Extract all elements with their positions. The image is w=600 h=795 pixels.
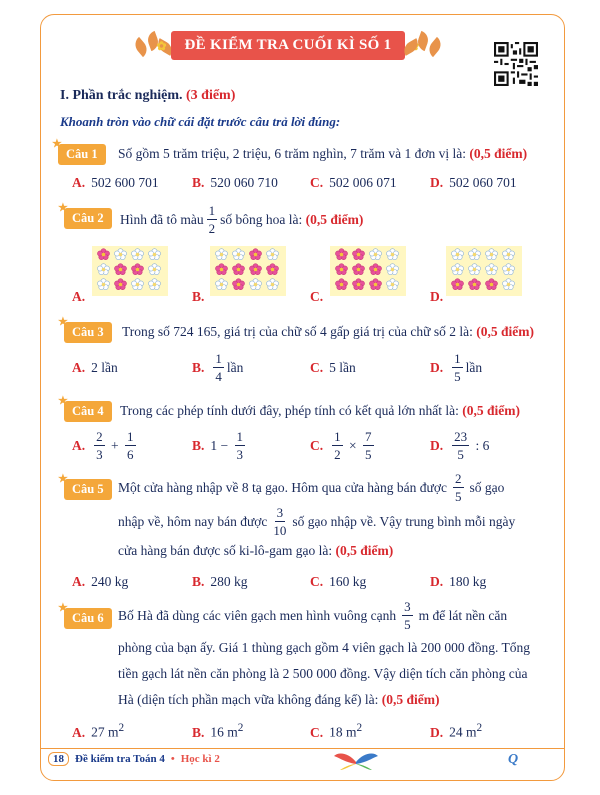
q3-option-c[interactable]: C. 5 lần <box>310 360 356 375</box>
flower-icon <box>130 278 145 291</box>
q5-option-a[interactable]: A. 240 kg <box>72 574 129 589</box>
flower-icon <box>265 278 280 291</box>
flower-icon <box>450 278 465 291</box>
question-2-badge: ★ Câu 2 <box>64 208 112 229</box>
question-2-text: Hình đã tô màu $\frac{1}{2}$ số bông hoa là: (0,5 điểm) <box>120 203 364 236</box>
flower-icon <box>467 263 482 276</box>
q2-option-b-flowers[interactable] <box>210 246 286 296</box>
q6-option-d[interactable]: D. 24 $m^2$ <box>430 722 483 740</box>
question-5-line-3: cửa hàng bán được số ki-lô-gam gạo là: (0,5 điểm) <box>118 543 394 558</box>
flower-icon <box>467 278 482 291</box>
question-1-text: Số gồm 5 trăm triệu, 2 triệu, 6 trăm nghìn, 7 trăm và 1 đơn vị là: (0,5 điểm) <box>118 146 528 161</box>
q5-option-d[interactable]: D. 180 kg <box>430 574 487 589</box>
question-6-line-1: Bố Hà đã dùng các viên gạch men hình vuông cạnh $\frac{3}{5}$ m để lát nền căn <box>118 599 508 632</box>
flower-icon <box>385 248 400 261</box>
q2-option-d-label[interactable]: D. <box>430 289 444 304</box>
question-5-line-2: nhập về, hôm nay bán được $\frac{3}{10}$ số gạo nhập về. Vậy trung bình mỗi ngày <box>118 505 516 538</box>
flower-icon <box>501 278 516 291</box>
flower-icon <box>501 263 516 276</box>
q6-option-c[interactable]: C. 18 $m^2$ <box>310 722 363 740</box>
flower-icon <box>231 278 246 291</box>
flower-icon <box>96 263 111 276</box>
question-1-badge: ★ Câu 1 <box>58 144 106 165</box>
flower-icon <box>147 248 162 261</box>
star-icon: ★ <box>58 202 68 214</box>
fraction: $\frac{1}{2}$ <box>208 203 216 236</box>
question-6-badge: ★ Câu 6 <box>64 608 112 629</box>
flower-icon <box>334 248 349 261</box>
q2-option-a-label[interactable]: A. <box>72 289 86 304</box>
star-icon: ★ <box>58 602 68 614</box>
star-icon: ★ <box>58 395 68 407</box>
flower-icon <box>351 278 366 291</box>
q1-option-a[interactable]: A. 502 600 701 <box>72 175 159 190</box>
question-4-badge: ★ Câu 4 <box>64 401 112 422</box>
flower-icon <box>147 278 162 291</box>
question-4-text: Trong các phép tính dưới đây, phép tính có kết quả lớn nhất là: (0,5 điểm) <box>120 403 521 418</box>
q2-option-b-label[interactable]: B. <box>192 289 205 304</box>
question-6-line-2: phòng của bạn ấy. Giá 1 thùng gạch gồm 4 viên gạch là 200 000 đồng. Tổng <box>118 640 531 655</box>
q3-option-b[interactable]: B. $\frac{1}{4}$ lần <box>192 351 244 384</box>
question-5-badge: ★ Câu 5 <box>64 479 112 500</box>
flower-icon <box>385 278 400 291</box>
star-icon: ★ <box>58 473 68 485</box>
flower-icon <box>130 263 145 276</box>
wings-logo-icon <box>334 750 378 772</box>
q2-option-c-label[interactable]: C. <box>310 289 324 304</box>
flower-icon <box>231 248 246 261</box>
q3-option-d[interactable]: D. $\frac{1}{5}$ lần <box>430 351 483 384</box>
question-6-line-3: tiền gạch lát nền căn phòng là 2 500 000 đồng. Vậy diện tích căn phòng của <box>118 666 528 681</box>
flower-icon <box>113 248 128 261</box>
q1-option-c[interactable]: C. 502 006 071 <box>310 175 397 190</box>
flower-icon <box>484 263 499 276</box>
flower-icon <box>147 263 162 276</box>
q4-option-c[interactable]: C. $\frac{1}{2}$ × $\frac{7}{5}$ <box>310 429 372 462</box>
flower-icon <box>113 263 128 276</box>
qr-code-icon[interactable] <box>494 42 538 86</box>
flower-icon <box>334 278 349 291</box>
flower-icon <box>450 248 465 261</box>
question-6-line-4: Hà (diện tích phần mạch vữa không đáng kể) là: (0,5 điểm) <box>118 692 440 707</box>
q5-option-b[interactable]: B. 280 kg <box>192 574 248 589</box>
footer: 18 Đề kiểm tra Toán 4 • Học kì 2 <box>48 752 220 766</box>
flower-icon <box>248 263 263 276</box>
q4-option-d[interactable]: D. $\frac{23}{5}$ : 6 <box>430 429 490 462</box>
book-title: Đề kiểm tra Toán 4 <box>75 753 165 765</box>
q2-option-c-flowers[interactable] <box>330 246 406 296</box>
flower-icon <box>113 278 128 291</box>
q4-option-b[interactable]: B. 1 − $\frac{1}{3}$ <box>192 429 244 462</box>
flower-icon <box>385 263 400 276</box>
flower-icon <box>467 248 482 261</box>
title-banner <box>138 28 438 62</box>
question-3-text: Trong số 724 165, giá trị của chữ số 4 gấp giá trị của chữ số 2 là: (0,5 điểm) <box>122 324 534 339</box>
flower-icon <box>450 263 465 276</box>
flower-icon <box>351 248 366 261</box>
flower-icon: ✿ <box>156 38 167 53</box>
flower-icon <box>96 248 111 261</box>
page-number: 18 <box>48 752 69 766</box>
flower-icon <box>231 263 246 276</box>
q6-option-a[interactable]: A. 27 $m^2$ <box>72 722 125 740</box>
q1-option-d[interactable]: D. 502 060 701 <box>430 175 517 190</box>
q4-option-a[interactable]: A. $\frac{2}{3}$ + $\frac{1}{6}$ <box>72 429 134 462</box>
flower-icon <box>351 263 366 276</box>
flower-icon <box>96 278 111 291</box>
star-icon: ★ <box>58 316 68 328</box>
section-heading: I. Phần trắc nghiệm. (3 điểm) <box>60 88 236 103</box>
q6-option-b[interactable]: B. 16 $m^2$ <box>192 722 244 740</box>
star-icon: ★ <box>52 138 62 150</box>
flower-icon <box>484 248 499 261</box>
q1-option-b[interactable]: B. 520 060 710 <box>192 175 278 190</box>
flower-icon <box>368 248 383 261</box>
flower-icon <box>265 263 280 276</box>
flower-icon <box>368 278 383 291</box>
q5-option-c[interactable]: C. 160 kg <box>310 574 367 589</box>
flower-icon <box>484 278 499 291</box>
flower-icon <box>265 248 280 261</box>
flower-icon <box>334 263 349 276</box>
flower-icon <box>130 248 145 261</box>
flower-icon <box>214 248 229 261</box>
brand-logo: Q <box>508 752 519 767</box>
flower-icon <box>214 263 229 276</box>
instruction-text: Khoanh tròn vào chữ cái đặt trước câu trả lời đúng: <box>60 114 341 129</box>
q2-option-d-flowers[interactable] <box>446 246 522 296</box>
page-title: ✿ ĐỀ KIỂM TRA CUỐI KÌ SỐ 1 <box>171 31 406 60</box>
q2-option-a-flowers[interactable] <box>92 246 168 296</box>
q3-option-a[interactable]: A. 2 lần <box>72 360 118 375</box>
flower-icon <box>248 278 263 291</box>
question-3-badge: ★ Câu 3 <box>64 322 112 343</box>
flower-icon <box>501 248 516 261</box>
semester: Học kì 2 <box>180 753 220 765</box>
footer-divider <box>40 748 565 749</box>
flower-icon <box>368 263 383 276</box>
flower-icon <box>248 248 263 261</box>
flower-icon <box>214 278 229 291</box>
question-5-line-1: Một cửa hàng nhập về 8 tạ gạo. Hôm qua cửa hàng bán được $\frac{2}{5}$ số gạo <box>118 471 505 504</box>
